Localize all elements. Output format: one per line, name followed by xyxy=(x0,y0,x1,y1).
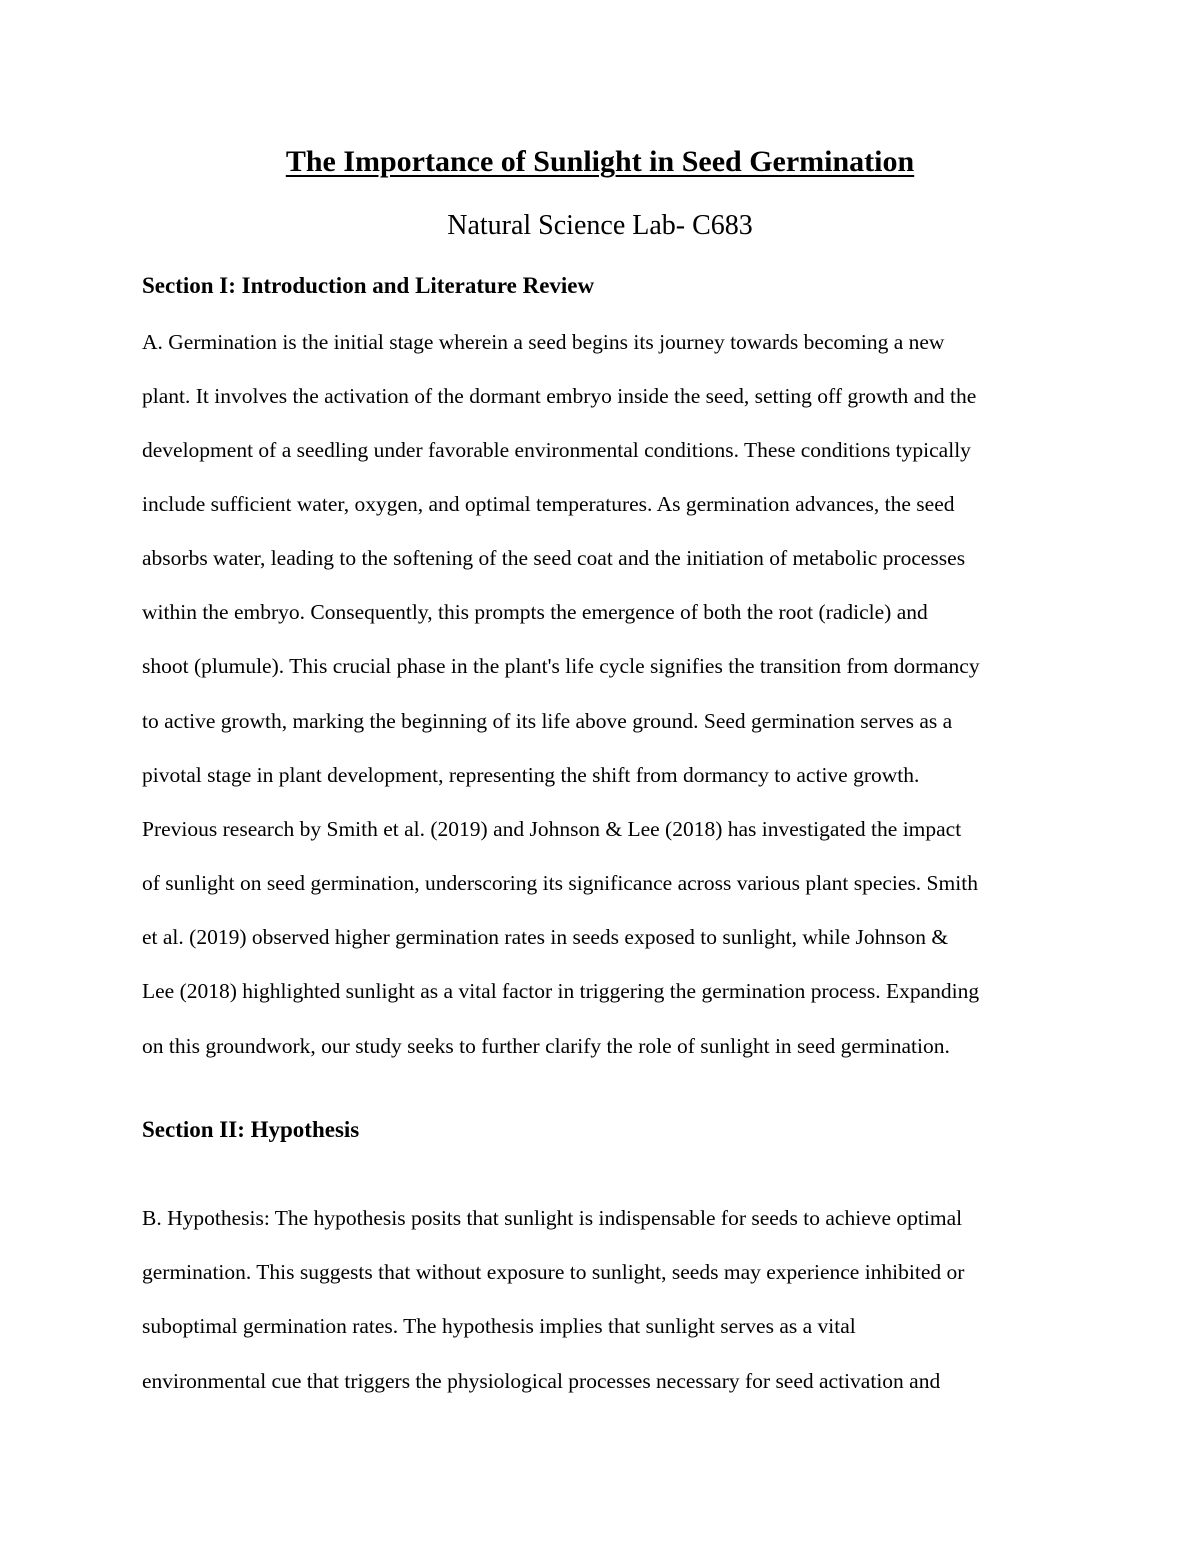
document-title: The Importance of Sunlight in Seed Germination xyxy=(285,145,915,178)
paragraph-line: include sufficient water, oxygen, and optimal temperatures. As germination advances, the seed xyxy=(142,492,955,516)
paragraph-line: A. Germination is the initial stage wherein a seed begins its journey towards becoming a new xyxy=(142,330,945,354)
paragraph-line: et al. (2019) observed higher germination rates in seeds exposed to sunlight, while Johnson & xyxy=(142,925,949,949)
document-subtitle: Natural Science Lab- C683 xyxy=(447,210,753,241)
paragraph-line: absorbs water, leading to the softening of the seed coat and the initiation of metabolic processes xyxy=(142,546,966,570)
paragraph-line: pivotal stage in plant development, representing the shift from dormancy to active growth. xyxy=(142,763,920,787)
section-1-heading: Section I: Introduction and Literature Review xyxy=(142,273,595,298)
paragraph-line: of sunlight on seed germination, underscoring its significance across various plant species. Smith xyxy=(142,871,978,895)
paragraph-line: within the embryo. Consequently, this prompts the emergence of both the root (radicle) and xyxy=(142,600,928,624)
paragraph-line: environmental cue that triggers the physiological processes necessary for seed activation and xyxy=(142,1369,941,1393)
paragraph-line: development of a seedling under favorable environmental conditions. These conditions typically xyxy=(142,438,971,462)
paragraph-line: B. Hypothesis: The hypothesis posits that sunlight is indispensable for seeds to achieve optimal xyxy=(142,1206,963,1230)
paragraph-line: suboptimal germination rates. The hypothesis implies that sunlight serves as a vital xyxy=(142,1314,856,1338)
paragraph-line: Lee (2018) highlighted sunlight as a vital factor in triggering the germination process. Expanding xyxy=(142,979,980,1003)
paragraph-line: germination. This suggests that without exposure to sunlight, seeds may experience inhibited or xyxy=(142,1260,965,1284)
paragraph-line: Previous research by Smith et al. (2019) and Johnson & Lee (2018) has investigated the impact xyxy=(142,817,962,841)
paragraph-line: shoot (plumule). This crucial phase in the plant's life cycle signifies the transition from dormancy xyxy=(142,654,980,678)
section-2-heading: Section II: Hypothesis xyxy=(142,1117,360,1142)
paragraph-line: to active growth, marking the beginning of its life above ground. Seed germination serves as a xyxy=(142,709,953,733)
paragraph-line: plant. It involves the activation of the dormant embryo inside the seed, setting off growth and the xyxy=(142,384,977,408)
paragraph-line: on this groundwork, our study seeks to further clarify the role of sunlight in seed germination. xyxy=(142,1034,950,1058)
